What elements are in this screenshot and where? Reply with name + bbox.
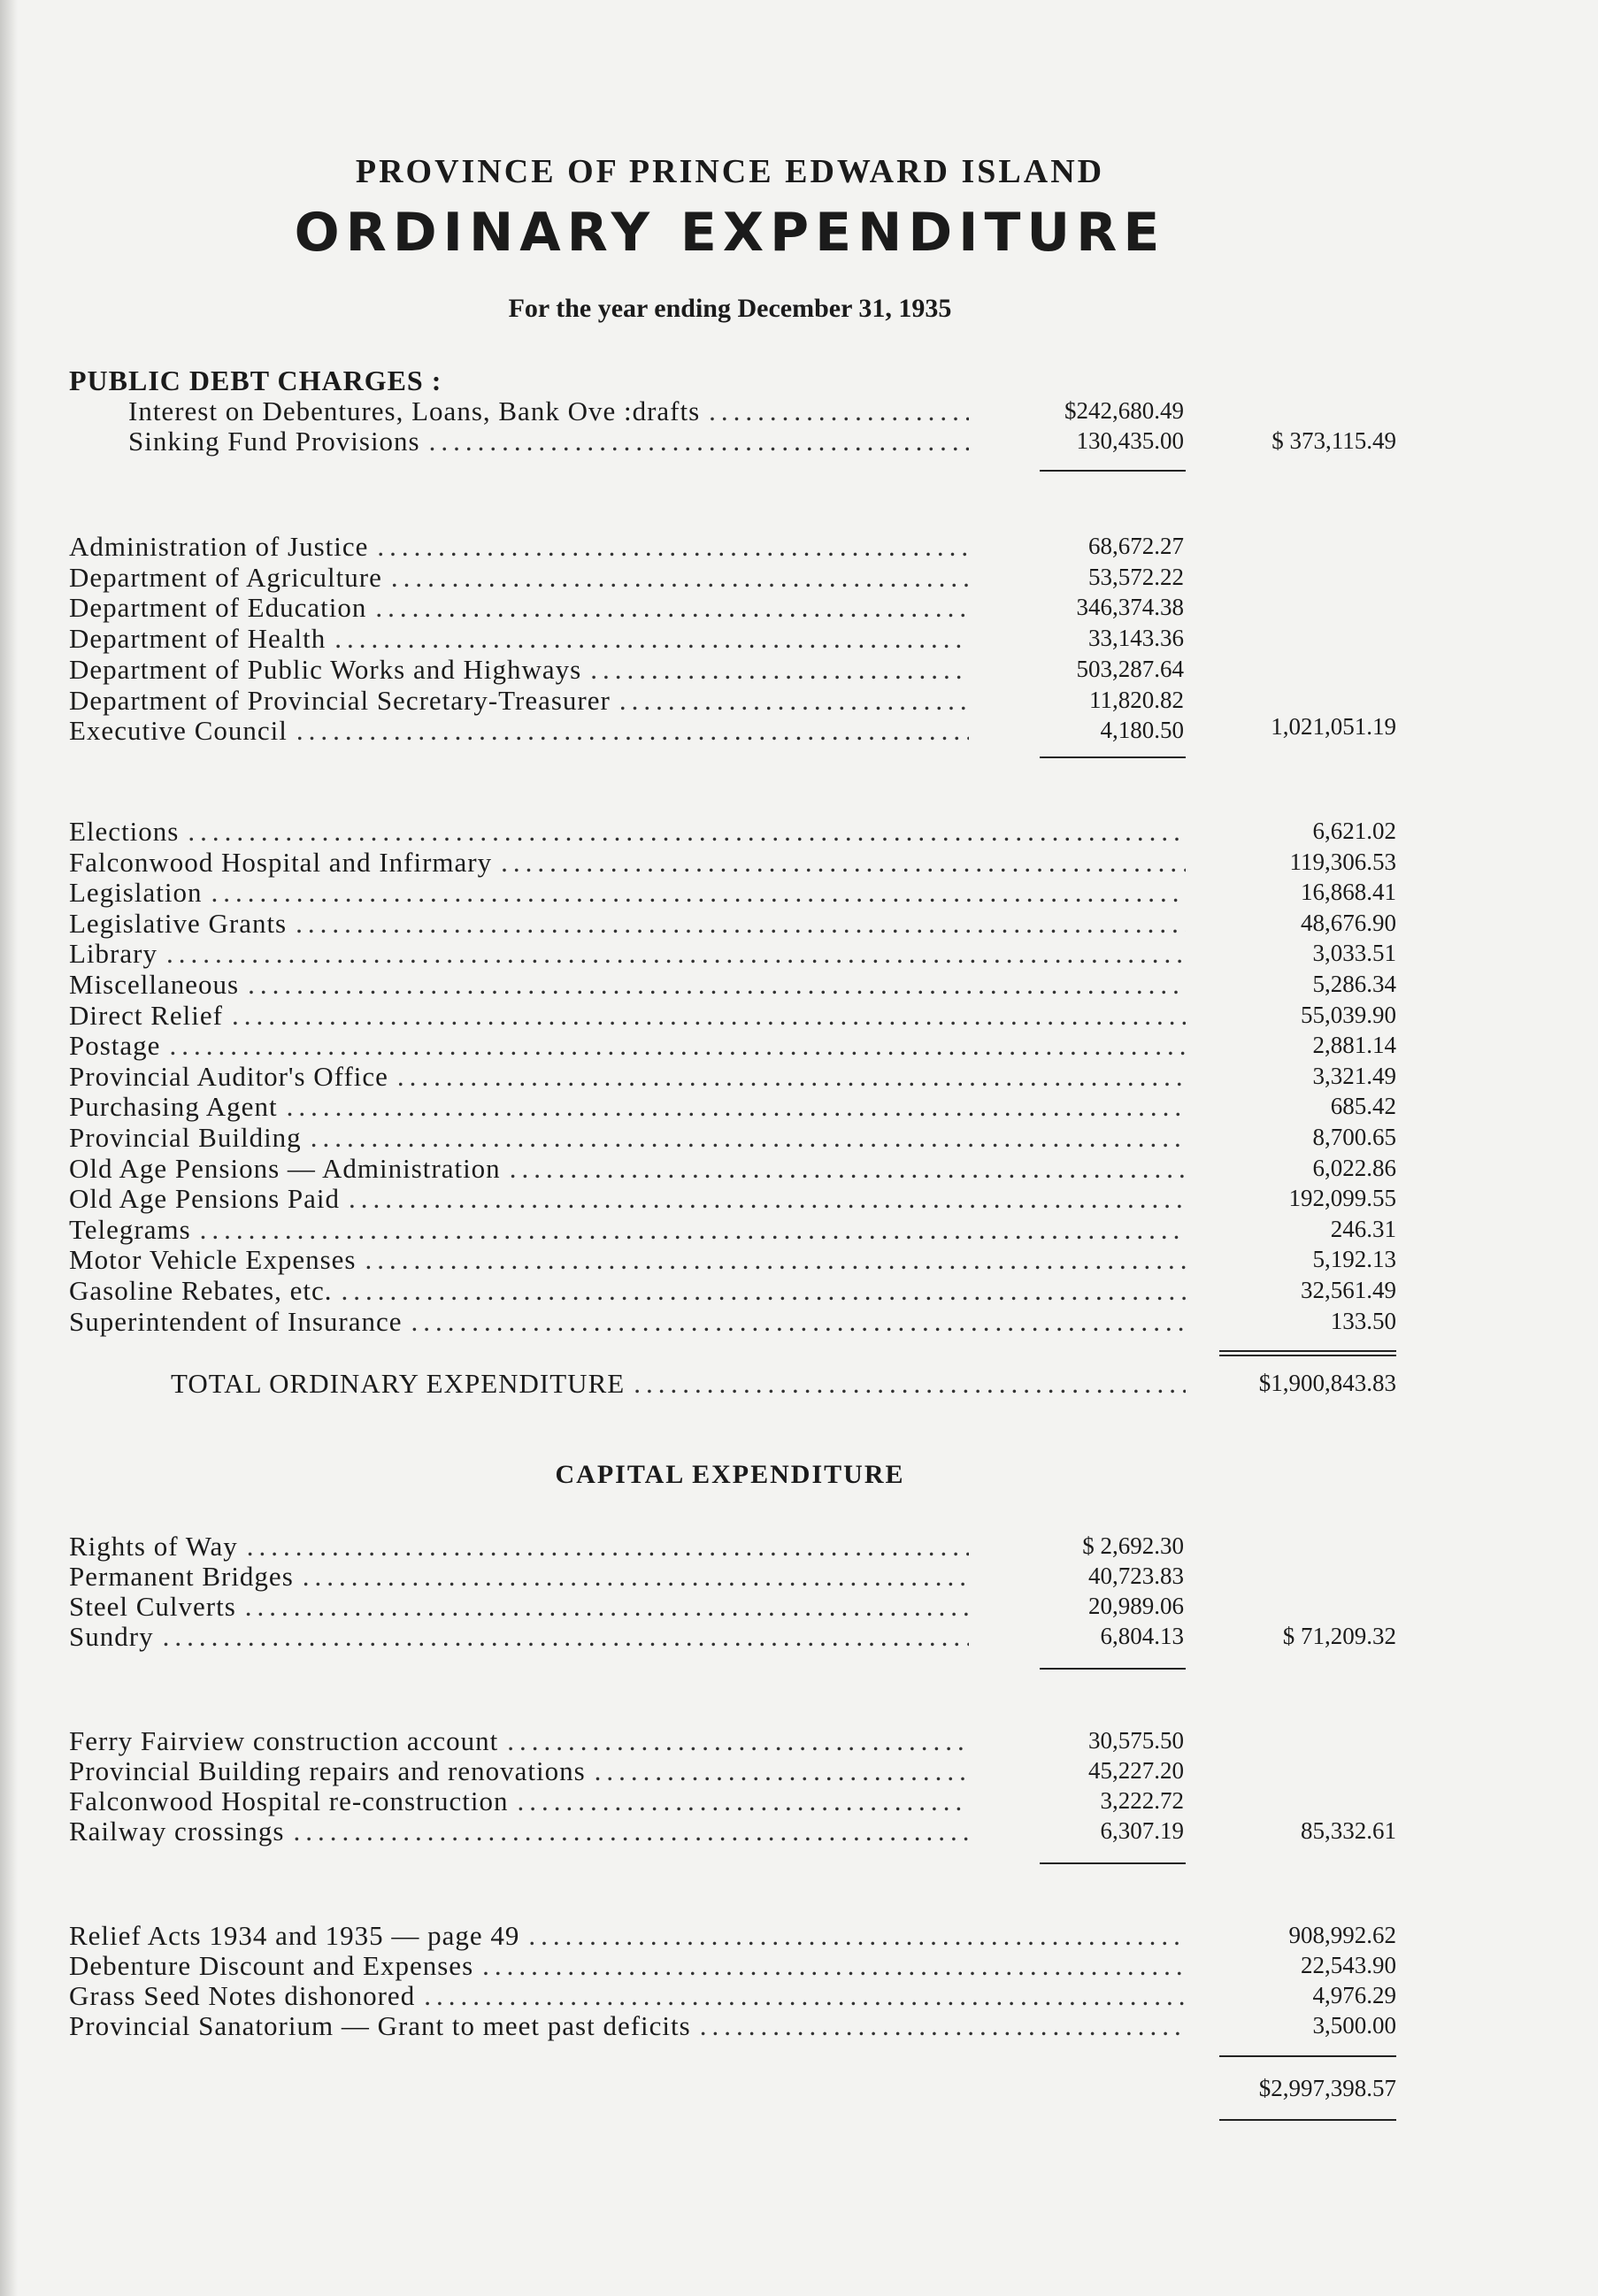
dot-leader — [188, 816, 1186, 848]
line-item — [69, 1091, 1186, 1121]
line-item — [69, 969, 1186, 999]
sum-rule — [1219, 2119, 1396, 2121]
line-item-label: Ferry Fairview construction account — [69, 1725, 499, 1756]
line-item-amount: 4,976.29 — [1312, 1982, 1396, 2008]
line-item — [69, 1785, 969, 1816]
line-item — [69, 1920, 1186, 1950]
line-item — [69, 1306, 1186, 1336]
line-item-amount: 503,287.64 — [1076, 656, 1184, 682]
page-title: ORDINARY EXPENDITURE — [294, 202, 1166, 264]
line-item-amount: 48,676.90 — [1301, 910, 1396, 936]
sum-rule — [1040, 470, 1186, 472]
line-item-label: Debenture Discount and Expenses — [69, 1950, 474, 1981]
subtotal-amount: 85,332.61 — [1301, 1817, 1396, 1844]
line-item — [69, 847, 1186, 877]
dot-leader — [429, 426, 969, 457]
line-item — [69, 1591, 969, 1621]
dot-leader — [375, 592, 969, 624]
dot-leader — [293, 1816, 969, 1847]
line-item-amount: 119,306.53 — [1289, 849, 1396, 875]
dot-leader — [501, 847, 1186, 879]
line-item-label: Railway crossings — [69, 1816, 285, 1847]
line-item — [69, 908, 1186, 938]
subtotal-amount: $ 71,209.32 — [1282, 1623, 1396, 1649]
sum-rule — [1040, 1668, 1186, 1670]
line-item — [69, 1275, 1186, 1305]
line-item-amount: 68,672.27 — [1088, 533, 1184, 559]
total-label: TOTAL ORDINARY EXPENDITURE — [171, 1368, 626, 1399]
dot-leader — [245, 1591, 969, 1623]
line-item — [69, 1755, 969, 1785]
dot-leader — [248, 969, 1186, 1001]
line-item-label: Telegrams — [69, 1214, 191, 1245]
dot-leader — [163, 1621, 969, 1653]
line-item — [69, 1980, 1186, 2010]
dot-leader — [303, 1561, 969, 1593]
capital-heading: CAPITAL EXPENDITURE — [555, 1460, 905, 1489]
dot-leader — [700, 2010, 1186, 2042]
province-heading: PROVINCE OF PRINCE EDWARD ISLAND — [355, 153, 1105, 190]
dot-leader — [334, 623, 969, 655]
dot-leader — [507, 1725, 969, 1757]
dot-leader — [595, 1755, 969, 1787]
period-subtitle: For the year ending December 31, 1935 — [508, 294, 952, 323]
dot-leader — [634, 1368, 1186, 1400]
line-item-amount: 685.42 — [1330, 1093, 1396, 1119]
line-item-label: Interest on Debentures, Loans, Bank Ove :drafts — [128, 395, 701, 426]
page-edge-shadow — [0, 0, 18, 2296]
line-item-amount: $ 2,692.30 — [1082, 1532, 1184, 1559]
line-item-amount: 55,039.90 — [1301, 1002, 1396, 1028]
line-item-label: Falconwood Hospital and Infirmary — [69, 847, 493, 878]
line-item — [69, 1183, 1186, 1213]
double-rule — [1219, 1350, 1396, 1356]
line-item-amount: 6,804.13 — [1100, 1623, 1184, 1649]
public-debt-heading: PUBLIC DEBT CHARGES : — [69, 365, 442, 396]
dot-leader — [397, 1061, 1186, 1093]
line-item — [69, 1725, 969, 1755]
line-item — [69, 1214, 1186, 1244]
line-item — [69, 592, 969, 622]
line-item — [69, 938, 1186, 968]
line-item-label: Superintendent of Insurance — [69, 1306, 403, 1337]
line-item-label: Provincial Sanatorium — Grant to meet past deficits — [69, 2010, 691, 2041]
dot-leader — [247, 1531, 969, 1563]
line-item-label: Legislation — [69, 877, 203, 908]
line-item-amount: 346,374.38 — [1076, 594, 1184, 620]
sum-rule — [1040, 1862, 1186, 1864]
line-item-amount: $242,680.49 — [1064, 397, 1184, 424]
line-item-label: Provincial Auditor's Office — [69, 1061, 388, 1092]
dot-leader — [424, 1980, 1186, 2012]
line-item — [69, 1531, 969, 1561]
dot-leader — [510, 1153, 1186, 1185]
dot-leader — [296, 715, 969, 747]
line-item-amount: 192,099.55 — [1288, 1185, 1396, 1211]
line-item — [69, 623, 969, 653]
dot-leader — [590, 654, 969, 686]
line-item-label: Direct Relief — [69, 1000, 223, 1031]
line-item-label: Old Age Pensions — Administration — [69, 1153, 501, 1184]
sum-rule — [1219, 2055, 1396, 2057]
line-item — [69, 1030, 1186, 1060]
line-item — [69, 1561, 969, 1591]
total-ordinary-label — [171, 1368, 1186, 1398]
line-item-label: Falconwood Hospital re-construction — [69, 1785, 509, 1816]
line-item-label: Permanent Bridges — [69, 1561, 294, 1592]
dot-leader — [341, 1275, 1186, 1307]
dot-leader — [311, 1122, 1186, 1154]
dot-leader — [287, 1091, 1186, 1123]
line-item-amount: 3,222.72 — [1100, 1787, 1184, 1814]
line-item-label: Department of Agriculture — [69, 562, 382, 593]
line-item-label: Gasoline Rebates, etc. — [69, 1275, 333, 1306]
dot-leader — [528, 1920, 1186, 1952]
line-item-label: Administration of Justice — [69, 531, 369, 562]
line-item-amount: 22,543.90 — [1301, 1952, 1396, 1978]
line-item-label: Executive Council — [69, 715, 288, 746]
subtotal-amount: $ 373,115.49 — [1271, 427, 1396, 454]
line-item-label: Old Age Pensions Paid — [69, 1183, 341, 1214]
line-item-amount: 6,022.86 — [1312, 1155, 1396, 1181]
dot-leader — [365, 1244, 1186, 1276]
line-item — [69, 1122, 1186, 1152]
line-item-amount: 133.50 — [1330, 1308, 1396, 1334]
dot-leader — [377, 531, 969, 563]
line-item-amount: 2,881.14 — [1312, 1032, 1396, 1058]
line-item-label: Provincial Building repairs and renovations — [69, 1755, 586, 1786]
line-item-amount: 130,435.00 — [1076, 427, 1184, 454]
line-item-amount: 32,561.49 — [1301, 1277, 1396, 1303]
line-item — [69, 877, 1186, 907]
line-item-amount: 53,572.22 — [1088, 564, 1184, 590]
dot-leader — [296, 908, 1186, 940]
line-item — [69, 715, 969, 745]
line-item-amount: 20,989.06 — [1088, 1593, 1184, 1619]
line-item — [69, 1153, 1186, 1183]
line-item — [69, 1061, 1186, 1091]
line-item-label: Steel Culverts — [69, 1591, 236, 1622]
line-item — [69, 2010, 1186, 2040]
line-item-amount: 45,227.20 — [1088, 1757, 1184, 1784]
line-item — [69, 531, 969, 561]
line-item — [69, 1244, 1186, 1274]
line-item-amount: 16,868.41 — [1301, 879, 1396, 905]
line-item — [69, 1621, 969, 1651]
line-item-amount: 3,500.00 — [1312, 2012, 1396, 2039]
line-item-label: Relief Acts 1934 and 1935 — page 49 — [69, 1920, 520, 1951]
dot-leader — [482, 1950, 1186, 1982]
line-item-label: Sundry — [69, 1621, 154, 1652]
line-item-label: Department of Provincial Secretary-Treasurer — [69, 685, 611, 716]
line-item-label: Motor Vehicle Expenses — [69, 1244, 357, 1275]
line-item-amount: 8,700.65 — [1312, 1124, 1396, 1150]
line-item — [128, 426, 969, 456]
line-item — [69, 1816, 969, 1846]
dot-leader — [211, 877, 1186, 909]
dot-leader — [709, 395, 969, 427]
total-ordinary-amount: $1,900,843.83 — [1258, 1370, 1396, 1396]
line-item-label: Sinking Fund Provisions — [128, 426, 420, 457]
dot-leader — [411, 1306, 1187, 1338]
line-item-amount: 11,820.82 — [1089, 687, 1184, 713]
line-item-label: Department of Education — [69, 592, 367, 623]
line-item — [69, 562, 969, 592]
dot-leader — [391, 562, 969, 594]
line-item-label: Department of Public Works and Highways — [69, 654, 582, 685]
line-item-amount: 30,575.50 — [1088, 1727, 1184, 1754]
line-item-label: Miscellaneous — [69, 969, 240, 1000]
line-item-label: Legislative Grants — [69, 908, 288, 939]
dot-leader — [619, 685, 969, 717]
line-item-amount: 33,143.36 — [1088, 625, 1184, 651]
line-item-label: Purchasing Agent — [69, 1091, 278, 1122]
line-item-amount: 4,180.50 — [1100, 717, 1184, 743]
dot-leader — [517, 1785, 969, 1817]
line-item-amount: 40,723.83 — [1088, 1563, 1184, 1589]
line-item — [69, 1000, 1186, 1030]
line-item — [128, 395, 969, 426]
dot-leader — [200, 1214, 1186, 1246]
line-item-amount: 908,992.62 — [1288, 1922, 1396, 1948]
sum-rule — [1040, 756, 1186, 758]
subtotal-amount: 1,021,051.19 — [1271, 713, 1396, 740]
line-item-amount: 3,321.49 — [1312, 1063, 1396, 1089]
dot-leader — [166, 938, 1186, 970]
line-item-label: Rights of Way — [69, 1531, 238, 1562]
line-item-amount: 5,192.13 — [1312, 1246, 1396, 1272]
line-item — [69, 654, 969, 684]
line-item — [69, 816, 1186, 846]
line-item-label: Elections — [69, 816, 180, 847]
line-item-label: Provincial Building — [69, 1122, 302, 1153]
line-item — [69, 685, 969, 715]
dot-leader — [349, 1183, 1186, 1215]
line-item-amount: 3,033.51 — [1312, 940, 1396, 966]
line-item-amount: 5,286.34 — [1312, 971, 1396, 997]
line-item-label: Department of Health — [69, 623, 327, 654]
line-item-amount: 6,621.02 — [1312, 818, 1396, 844]
line-item-label: Postage — [69, 1030, 161, 1061]
line-item-amount: 246.31 — [1330, 1216, 1396, 1242]
line-item-amount: 6,307.19 — [1100, 1817, 1184, 1844]
line-item-label: Library — [69, 938, 157, 969]
dot-leader — [169, 1030, 1186, 1062]
line-item — [69, 1950, 1186, 1980]
dot-leader — [232, 1000, 1186, 1032]
grand-total-amount: $2,997,398.57 — [1258, 2075, 1396, 2101]
line-item-label: Grass Seed Notes dishonored — [69, 1980, 416, 2011]
